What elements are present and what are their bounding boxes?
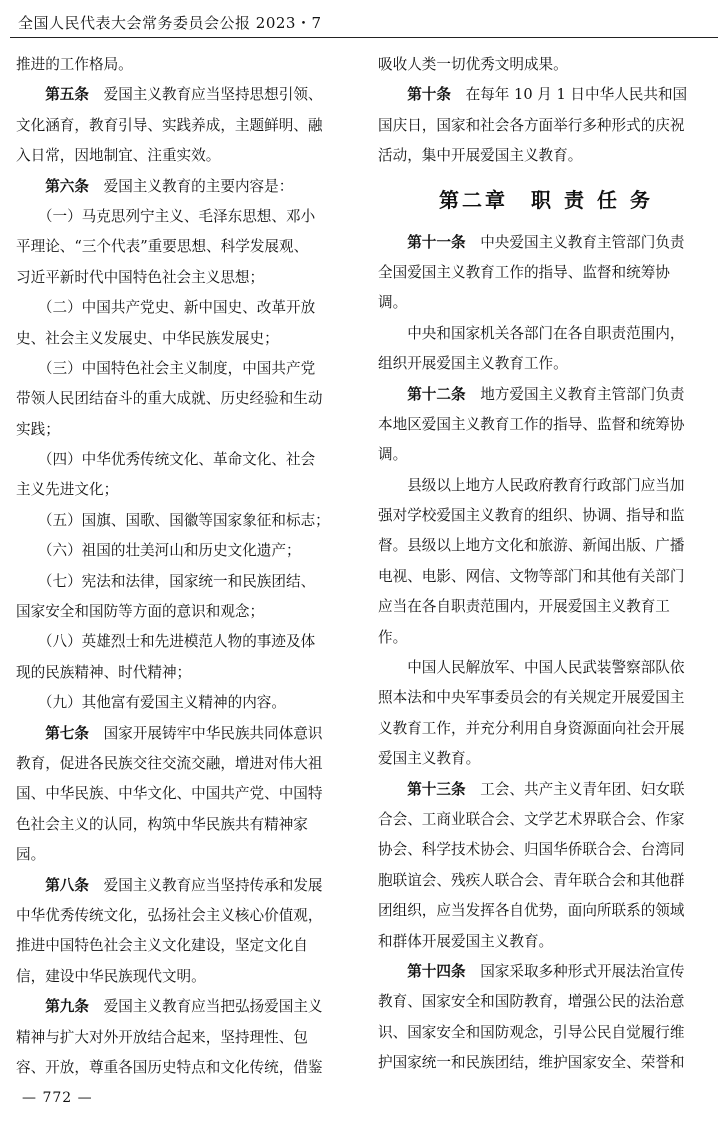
text-line: 主义先进文化； bbox=[16, 481, 119, 499]
paragraph-start bbox=[378, 471, 714, 501]
text-line: 中华优秀传统文化，弘扬社会主义核心价值观， bbox=[16, 906, 323, 924]
text-line: 强对学校爱国主义教育的组织、协调、指导和监 bbox=[378, 507, 685, 525]
text-line: 识、国家安全和国防观念，引导公民自觉履行维 bbox=[378, 1023, 685, 1041]
text-line: 调。 bbox=[378, 294, 408, 312]
text-line: 中央和国家机关各部门在各自职责范围内， bbox=[407, 324, 685, 342]
text-line: 国家安全和国防等方面的意识和观念； bbox=[16, 603, 265, 621]
text-line: 入日常，因地制宜、注重实效。 bbox=[16, 147, 221, 165]
text-line: 中国人民解放军、中国人民武装警察部队依 bbox=[407, 659, 685, 677]
text-line: 协会、科学技术协会、归国华侨联合会、台湾同 bbox=[378, 841, 685, 859]
list-item bbox=[16, 567, 350, 597]
text-line: 国、中华民族、中华文化、中国共产党、中国特 bbox=[16, 785, 323, 803]
text-line: 实践； bbox=[16, 420, 60, 438]
list-item bbox=[16, 536, 350, 566]
article-label: 第七条 bbox=[45, 724, 89, 742]
article-11 bbox=[378, 228, 714, 258]
text-line: 国家开展铸牢中华民族共同体意识 bbox=[103, 724, 323, 742]
article-7 bbox=[16, 719, 350, 749]
text-line: 在每年 10 月 1 日中华人民共和国 bbox=[465, 86, 688, 104]
text-line: （三）中国特色社会主义制度，中国共产党 bbox=[45, 359, 316, 377]
article-12 bbox=[378, 380, 714, 410]
text-line: （六）祖国的壮美河山和历史文化遗产； bbox=[45, 542, 301, 560]
text-line: 国庆日，国家和社会各方面举行多种形式的庆祝 bbox=[378, 116, 685, 134]
article-label: 第十条 bbox=[407, 86, 451, 104]
text-line: 爱国主义教育应当把弘扬爱国主义 bbox=[103, 998, 323, 1016]
text-line: 照本法和中央军事委员会的有关规定开展爱国主 bbox=[378, 689, 685, 707]
text-line: 爱国主义教育的主要内容是： bbox=[103, 177, 294, 195]
text-line: 精神与扩大对外开放结合起来，坚持理性、包 bbox=[16, 1028, 308, 1046]
text-line: 国家采取多种形式开展法治宣传 bbox=[480, 962, 685, 980]
article-10 bbox=[378, 80, 714, 110]
text-line: （一）马克思列宁主义、毛泽东思想、邓小 bbox=[45, 207, 316, 225]
text-line: 爱国主义教育应当坚持思想引领、 bbox=[103, 86, 323, 104]
page-number: — 772 — bbox=[22, 1090, 93, 1106]
text-line: （九）其他富有爱国主义精神的内容。 bbox=[45, 694, 286, 712]
text-line: 色社会主义的认同，构筑中华民族共有精神家 bbox=[16, 815, 308, 833]
text-line: 县级以上地方人民政府教育行政部门应当加 bbox=[407, 476, 685, 494]
bulletin-header: 全国人民代表大会常务委员会公报 2023・7 bbox=[18, 14, 322, 32]
text-line: 义教育工作，并充分利用自身资源面向社会开展 bbox=[378, 719, 685, 737]
text-line: 教育，促进各民族交往交流交融，增进对伟大祖 bbox=[16, 754, 323, 772]
paragraph-start bbox=[378, 653, 714, 683]
text-line: 文化涵育，教育引导、实践养成，主题鲜明、融 bbox=[16, 116, 323, 134]
text-line: 现的民族精神、时代精神； bbox=[16, 663, 192, 681]
text-line: （七）宪法和法律，国家统一和民族团结、 bbox=[45, 572, 316, 590]
text-line: 推进中国特色社会主义文化建设，坚定文化自 bbox=[16, 937, 308, 955]
text-line: （五）国旗、国歌、国徽等国家象征和标志； bbox=[45, 511, 330, 529]
text-line: 信，建设中华民族现代文明。 bbox=[16, 967, 206, 985]
text-line: 护国家统一和民族团结，维护国家安全、荣誉和 bbox=[378, 1054, 685, 1072]
list-item bbox=[16, 688, 350, 718]
text-line: （四）中华优秀传统文化、革命文化、社会 bbox=[45, 451, 316, 469]
list-item bbox=[16, 506, 350, 536]
text-line: 活动，集中开展爱国主义教育。 bbox=[378, 147, 583, 165]
article-label: 第六条 bbox=[45, 177, 89, 195]
list-item bbox=[16, 445, 350, 475]
text-line: 带领人民团结奋斗的重大成就、历史经验和生动 bbox=[16, 390, 323, 408]
text-line: 容、开放，尊重各国历史特点和文化传统，借鉴 bbox=[16, 1058, 323, 1076]
text-line: 平理论、“三个代表”重要思想、科学发展观、 bbox=[16, 238, 309, 256]
text-line: 作。 bbox=[378, 628, 408, 646]
article-14 bbox=[378, 957, 714, 987]
article-label: 第十四条 bbox=[407, 962, 466, 980]
article-label: 第九条 bbox=[45, 998, 89, 1016]
text-line: 和群体开展爱国主义教育。 bbox=[378, 932, 554, 950]
paragraph-start bbox=[378, 319, 714, 349]
article-label: 第十二条 bbox=[407, 385, 466, 403]
text-line: 习近平新时代中国特色社会主义思想； bbox=[16, 268, 265, 286]
chapter-heading: 第二章 职 责 任 务 bbox=[439, 187, 653, 212]
text-line: （八）英雄烈士和先进模范人物的事迹及体 bbox=[45, 633, 316, 651]
article-8 bbox=[16, 871, 350, 901]
article-label: 第十三条 bbox=[407, 780, 466, 798]
list-item bbox=[16, 202, 350, 232]
article-6 bbox=[16, 172, 350, 202]
article-label: 第五条 bbox=[45, 86, 89, 104]
text-line: 调。 bbox=[378, 446, 408, 464]
list-item bbox=[16, 354, 350, 384]
text-line: 合会、工商业联合会、文学艺术界联合会、作家 bbox=[378, 810, 685, 828]
text-line: 全国爱国主义教育工作的指导、监督和统筹协 bbox=[378, 263, 670, 281]
text-line: 工会、共产主义青年团、妇女联 bbox=[480, 780, 685, 798]
list-item bbox=[16, 627, 350, 657]
article-13 bbox=[378, 775, 714, 805]
text-line: 推进的工作格局。 bbox=[16, 56, 133, 73]
text-line: 应当在各自职责范围内，开展爱国主义教育工 bbox=[378, 598, 670, 616]
text-line: 史、社会主义发展史、中华民族发展史； bbox=[16, 329, 279, 347]
text-line: （二）中国共产党史、新中国史、改革开放 bbox=[45, 299, 316, 317]
text-line: 本地区爱国主义教育工作的指导、监督和统筹协 bbox=[378, 415, 685, 433]
text-line: 吸收人类一切优秀文明成果。 bbox=[378, 56, 568, 73]
text-line: 组织开展爱国主义教育工作。 bbox=[378, 355, 568, 373]
text-line: 爱国主义教育。 bbox=[378, 750, 481, 768]
list-item bbox=[16, 293, 350, 323]
text-line: 爱国主义教育应当坚持传承和发展 bbox=[103, 876, 323, 894]
right-column bbox=[378, 50, 714, 1079]
text-line: 胞联谊会、残疾人联合会、青年联合会和其他群 bbox=[378, 871, 685, 889]
text-line: 电视、电影、网信、文物等部门和其他有关部门 bbox=[378, 567, 685, 585]
text-line: 中央爱国主义教育主管部门负责 bbox=[480, 233, 685, 251]
article-9 bbox=[16, 992, 350, 1022]
article-label: 第十一条 bbox=[407, 233, 466, 251]
text-line: 督。县级以上地方文化和旅游、新闻出版、广播 bbox=[378, 537, 685, 555]
text-line: 教育、国家安全和国防教育，增强公民的法治意 bbox=[378, 993, 685, 1011]
header-rule bbox=[10, 37, 718, 38]
text-line: 园。 bbox=[16, 846, 46, 864]
left-column bbox=[16, 50, 350, 1083]
text-line: 团组织，应当发挥各自优势，面向所联系的领域 bbox=[378, 902, 685, 920]
article-5 bbox=[16, 80, 350, 110]
text-line: 地方爱国主义教育主管部门负责 bbox=[480, 385, 685, 403]
article-label: 第八条 bbox=[45, 876, 89, 894]
